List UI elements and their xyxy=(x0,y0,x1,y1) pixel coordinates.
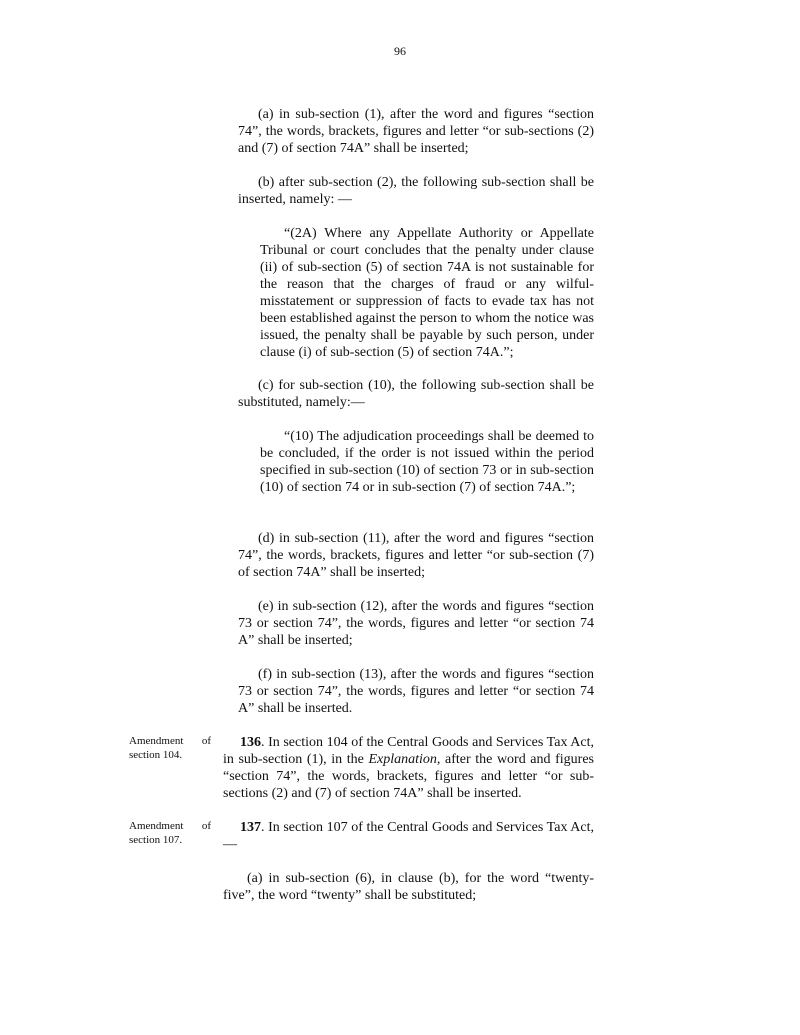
section-text: . In section 107 of the Central Goods and Services Tax Act, — xyxy=(223,820,594,852)
section-text: . In section 104 of the Central Goods and Services Tax Act, in sub-section (1), in the xyxy=(223,735,594,767)
margin-note-section-107 xyxy=(129,819,211,847)
margin-note-section-104 xyxy=(129,734,211,762)
clause-e: (e) in sub-section (12), after the words and figures “section 73 or section 74”, the words, figures and letter “or section 74 A” shall be inserted; xyxy=(238,599,594,648)
section-number: 136 xyxy=(240,735,261,750)
clause-d: (d) in sub-section (11), after the word and figures “section 74”, the words, brackets, figures and letter “or sub-section (7) of section 74A” shall be inserted; xyxy=(238,531,594,580)
section-number: 137 xyxy=(240,820,261,835)
section-text: , after the word and figures “section 74”, the words, brackets, figures and letter “or sub-sections (2) and (7) of section 74A” shall be inserted. xyxy=(223,752,594,801)
page-number: 96 xyxy=(394,44,406,58)
clause-a: (a) in sub-section (1), after the word and figures “section 74”, the words, brackets, figures and letter “or sub-sections (2) and (7) of section 74A” shall be inserted; xyxy=(238,107,594,156)
clause-f: (f) in sub-section (13), after the words and figures “section 73 or section 74”, the words, figures and letter “or section 74 A” shall be inserted. xyxy=(238,667,594,716)
section-137-clause-a: (a) in sub-section (6), in clause (b), for the word “twenty-five”, the word “twenty” shall be substituted; xyxy=(223,871,594,903)
section-136 xyxy=(223,734,594,802)
quoted-subsection-2a: “(2A) Where any Appellate Authority or Appellate Tribunal or court concludes that the penalty under clause (ii) of sub-section (5) of section 74A is not sustainable for the reason that the charges of fraud or any wilful-misstatement or suppression of facts to evade tax has not been established against the person to whom the notice was issued, the penalty shall be payable by such person, under clause (i) of sub-section (5) of section 74A.”; xyxy=(260,226,594,360)
quoted-subsection-10: “(10) The adjudication proceedings shall be deemed to be concluded, if the order is not issued within the period specified in sub-section (10) of section 73 or in sub-section (10) of section 74 or in sub-section (7) of section 74A.”; xyxy=(260,429,594,495)
margin-note-line: Amendment of xyxy=(129,820,211,832)
margin-note-line: section 104. xyxy=(129,749,183,761)
explanation-term: Explanation xyxy=(368,752,437,767)
margin-note-line: Amendment of xyxy=(129,735,211,747)
clause-b: (b) after sub-section (2), the following sub-section shall be inserted, namely: — xyxy=(238,175,594,207)
clause-c: (c) for sub-section (10), the following sub-section shall be substituted, namely:— xyxy=(238,378,594,410)
section-137 xyxy=(223,819,594,853)
margin-note-line: section 107. xyxy=(129,834,183,846)
